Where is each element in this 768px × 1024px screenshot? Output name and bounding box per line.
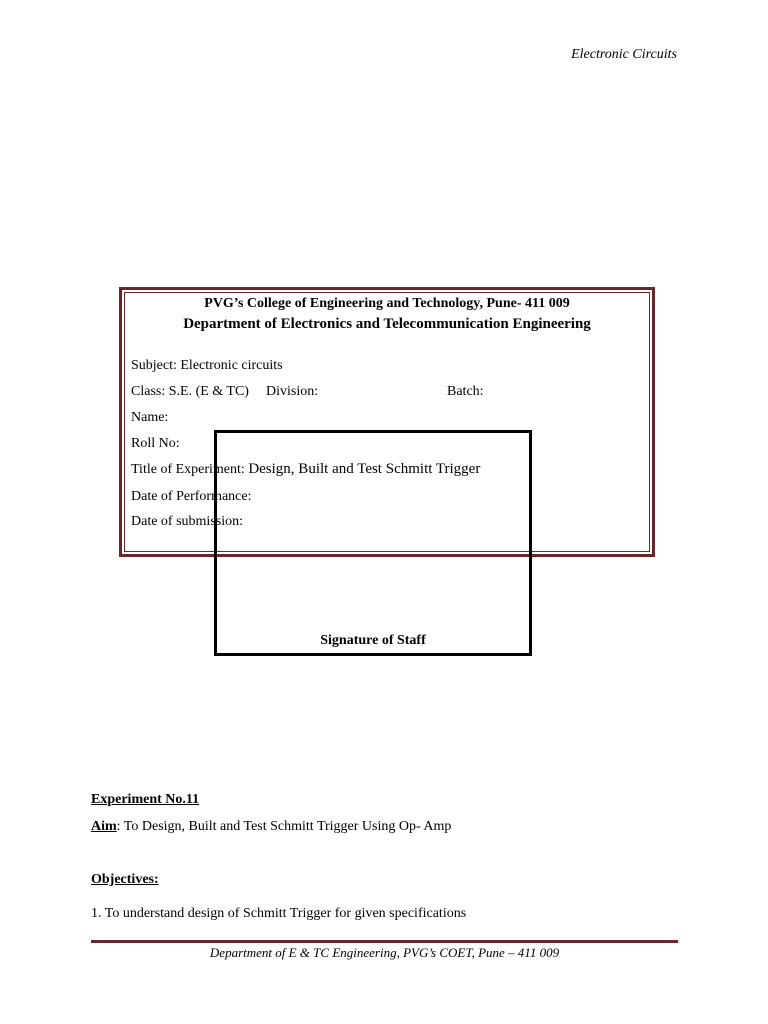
class-field: Class: S.E. (E & TC): [131, 384, 249, 399]
college-name: PVG’s College of Engineering and Technology, Pune- 411 009: [204, 296, 570, 311]
objectives-heading: Objectives:: [91, 872, 159, 887]
experiment-title-label: Title of Experiment:: [131, 462, 249, 477]
footer-divider: [91, 940, 678, 943]
department-name: Department of Electronics and Telecommunication Engineering: [183, 316, 591, 332]
aim-line: [91, 819, 451, 835]
running-footer: Department of E & TC Engineering, PVG’s COET, Pune – 411 009: [209, 945, 560, 960]
objective-item: 1. To understand design of Schmitt Trigger for given specifications: [91, 906, 467, 921]
signature-label: Signature of Staff: [320, 633, 426, 648]
division-field: Division:: [266, 384, 319, 399]
name-field: Name:: [131, 410, 169, 425]
aim-text: : To Design, Built and Test Schmitt Trigger Using Op- Amp: [116, 819, 452, 834]
aim-label: Aim: [91, 819, 117, 834]
experiment-title-value: Design, Built and Test Schmitt Trigger: [248, 461, 481, 477]
batch-field: Batch:: [447, 384, 484, 399]
signature-box: [214, 430, 532, 656]
subject-line: Subject: Electronic circuits: [131, 358, 283, 373]
running-header: Electronic Circuits: [571, 47, 677, 62]
date-performance-field: Date of Performance:: [131, 489, 252, 504]
roll-no-field: Roll No:: [131, 436, 180, 451]
experiment-number: Experiment No.11: [91, 792, 200, 807]
class-line: [131, 384, 249, 400]
date-submission-field: Date of submission:: [131, 514, 243, 529]
